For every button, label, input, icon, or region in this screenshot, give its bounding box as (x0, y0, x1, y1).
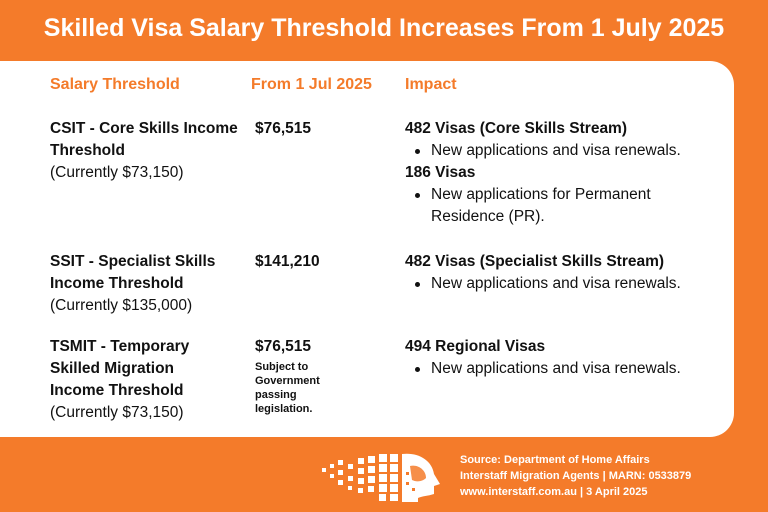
impact-bullet: New applications and visa renewals. (405, 140, 725, 162)
threshold-name: TSMIT - Temporary Skilled Migration Income Threshold (50, 338, 190, 399)
footer-source: Source: Department of Home Affairs (460, 454, 650, 466)
footer-info (460, 452, 691, 500)
header-salary-threshold: Salary Threshold (50, 76, 180, 93)
threshold-amount: $76,515 (255, 338, 312, 355)
visa-type: 186 Visas (405, 164, 476, 181)
interstaff-logo-icon (318, 452, 448, 502)
impact-bullet: New applications and visa renewals. (405, 273, 725, 295)
threshold-current: (Currently $73,150) (50, 404, 184, 421)
threshold-name: CSIT - Core Skills Income Threshold (50, 120, 238, 159)
impact-bullet: New applications and visa renewals. (405, 358, 725, 380)
page-title: Skilled Visa Salary Threshold Increases From 1 July 2025 (43, 14, 725, 42)
threshold-cell (50, 118, 240, 184)
threshold-amount: $141,210 (255, 253, 320, 270)
visa-type: 482 Visas (Specialist Skills Stream) (405, 253, 665, 270)
amount-cell (255, 251, 395, 273)
impact-cell (405, 118, 725, 228)
visa-type: 494 Regional Visas (405, 338, 546, 355)
footer-website-link[interactable]: www.interstaff.com.au | 3 April 2025 (460, 486, 648, 498)
threshold-amount: $76,515 (255, 120, 312, 137)
impact-cell (405, 251, 725, 295)
legislation-note: Subject to Government passing legislation. (255, 361, 320, 415)
impact-cell (405, 336, 725, 380)
threshold-name: SSIT - Specialist Skills Income Threshold (50, 253, 216, 292)
threshold-current: (Currently $73,150) (50, 164, 184, 181)
threshold-cell (50, 251, 240, 317)
footer-agent: Interstaff Migration Agents | MARN: 0533879 (460, 470, 692, 482)
header-from-date: From 1 Jul 2025 (251, 76, 372, 93)
threshold-cell (50, 336, 215, 424)
visa-type: 482 Visas (Core Skills Stream) (405, 120, 628, 137)
threshold-current: (Currently $135,000) (50, 297, 193, 314)
impact-bullet: New applications for Permanent Residence (PR). (405, 184, 725, 228)
amount-cell (255, 336, 395, 416)
header-impact: Impact (405, 76, 457, 93)
amount-cell (255, 118, 395, 140)
